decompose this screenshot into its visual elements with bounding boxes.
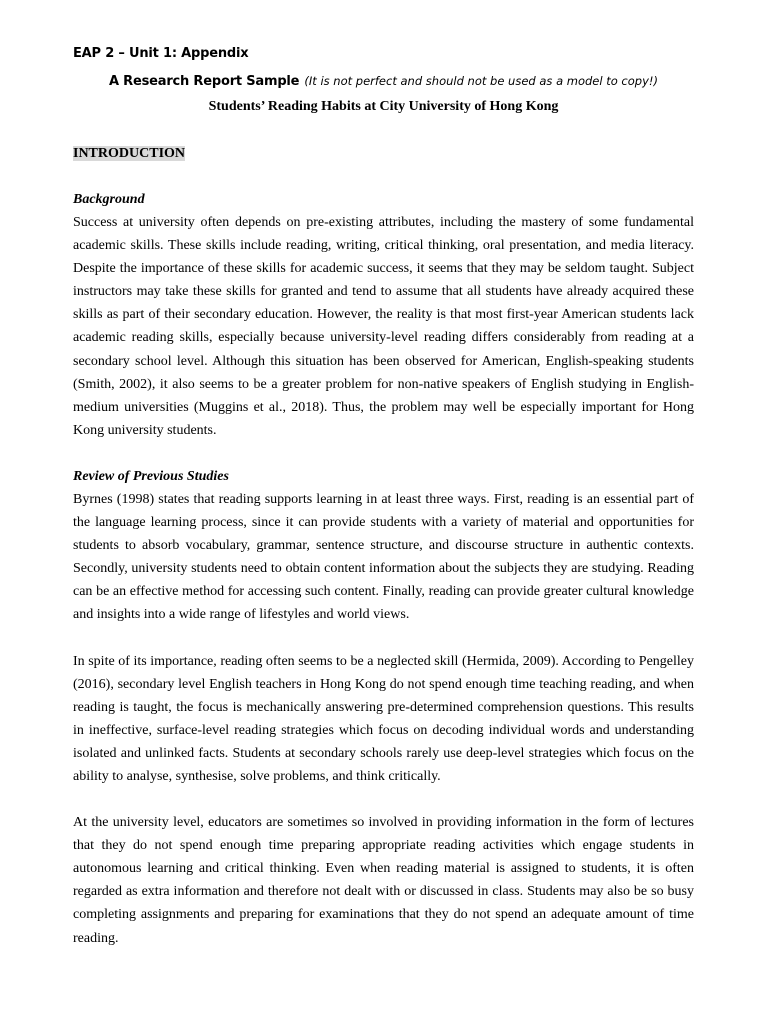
report-title: Students’ Reading Habits at City University of Hong Kong (208, 99, 559, 114)
sample-title: A Research Report Sample (108, 74, 300, 89)
background-paragraph: Success at university often depends on pre-existing attributes, including the mastery of some fundamental academic skills. These skills include reading, writing, critical thinking, oral presentation, and media literacy. Despite the importance of these skills for academic success, it seems that they may be seldom taught. Subject instructors may take these skills for granted and tend to assume that all students have already acquired these skills as part of their secondary education. However, the reality is that most first-year American students lack academic reading skills, especially because university-level reading differs considerably from reading at a secondary school level. Although this situation has been observed for American, English-speaking students (Smith, 2002), it also seems to be a greater problem for non-native speakers of English studying in English-medium universities (Muggins et al., 2018). Thus, the problem may well be especially important for Hong Kong university students. (73, 215, 694, 438)
sample-note: (It is not perfect and should not be used as a model to copy!) (304, 74, 658, 88)
unit-title: EAP 2 – Unit 1: Appendix (73, 46, 249, 61)
background-heading: Background (73, 192, 145, 207)
sample-line (73, 69, 694, 91)
review-heading: Review of Previous Studies (73, 468, 229, 484)
document-page (73, 38, 694, 950)
review-paragraph-3: At the university level, educators are sometimes so involved in providing information in the form of lectures that they do not spend enough time preparing appropriate reading activities which engage students in autonomous learning and critical thinking. Even when reading material is assigned to students, it is often regarded as extra information and therefore not dealt with or discussed in class. Students may also be so busy completing assignments and preparing for examinations that they do not spend an adequate amount of time reading. (73, 815, 694, 946)
review-paragraph-1: Byrnes (1998) states that reading supports learning in at least three ways. First, reading is an essential part of the language learning process, since it can provide students with a variety of material and opportunities for students to absorb vocabulary, grammar, sentence structure, and discourse structure in authentic contexts. Secondly, university students need to obtain content information about the subjects they are studying. Reading can be an effective method for accessing such content. Finally, reading can provide greater cultural knowledge and insights into a wide range of lifestyles and world views. (73, 491, 694, 623)
review-paragraph-2: In spite of its importance, reading often seems to be a neglected skill (Hermida, 2009). According to Pengelley (2016), secondary level English teachers in Hong Kong do not spend enough time teaching reading, and when reading is taught, the focus is mechanically answering pre-determined comprehension questions. This results in ineffective, surface-level reading strategies which focus on decoding individual words and understanding isolated and unlinked facts. Students at secondary schools rarely use deep-level strategies which focus on the ability to analyse, synthesise, solve problems, and think critically. (73, 653, 694, 784)
introduction-heading-text: INTRODUCTION (73, 146, 186, 161)
introduction-heading (73, 143, 694, 165)
